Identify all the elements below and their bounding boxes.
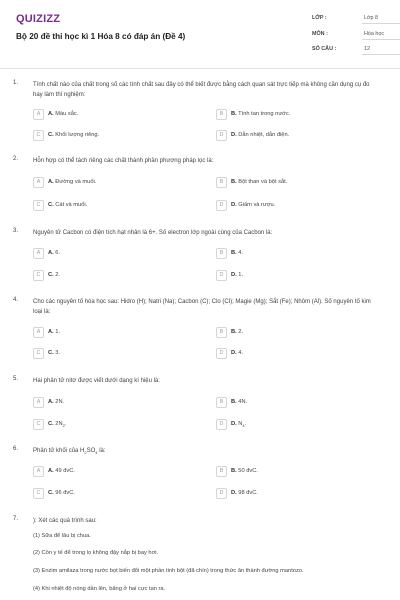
option-value: 2. [238,329,244,335]
option-prefix: B. [231,329,237,335]
question-text: Hai phân tử nitơ được viết dưới dạng kí hiệu là: [33,378,160,384]
question-number: 7. [13,516,19,522]
question-text [33,446,373,458]
option-text [231,490,258,496]
option-text [48,421,66,428]
option-letter-box: A [33,327,44,338]
option-letter-box: D [216,488,227,499]
option-prefix: C. [48,350,54,356]
option-letter-box: A [33,177,44,188]
option-letter-box: A [33,466,44,477]
question-text: Nguyên tử Cacbon có điện tích hạt nhân là 6+. Số electron lớp ngoài cùng của Cacbon là: [33,230,273,236]
option-prefix: C. [48,490,54,496]
option-value: 3. [55,350,61,356]
meta-underline [362,39,400,40]
header-divider [0,68,400,69]
option-prefix: C. [48,421,54,427]
option-value: 1. [238,272,244,278]
option-prefix: C. [48,202,54,208]
question-number: 5. [13,376,19,382]
subscript: 2 [84,450,87,456]
option-prefix: B. [231,179,237,185]
meta-value: Lớp 8 [364,15,379,21]
option-letter-box: B [216,397,227,408]
option-prefix: A. [48,468,54,474]
option-letter-box: A [33,109,44,120]
question-number: 6. [13,446,19,452]
question-text: Hỗn hợp có thể tách riêng các chất thành phần phương pháp lọc là: [33,158,214,164]
question-number: 1. [13,80,19,86]
option-letter-box: B [216,177,227,188]
option-value: Khối lượng riêng. [55,132,100,138]
meta-underline [362,54,400,55]
option-value: Dẫn nhiệt, dẫn điện. [238,132,290,138]
option-prefix: A. [48,111,54,117]
option-text [48,490,75,496]
option-text [231,329,243,335]
option-prefix: B. [231,468,237,474]
option-value: Tính tan trong nước. [238,111,291,117]
option-letter-box: C [33,488,44,499]
option-value: 98 đvC. [238,490,258,496]
option-value: Bột than và bột sắt. [238,179,288,185]
option-value: 1. [55,329,61,335]
option-prefix: B. [231,111,237,117]
option-letter-box: D [216,419,227,430]
process-item: (4) Khi nhiệt độ nóng dần lên, băng ở hai cực tan ra. [33,586,166,592]
option-prefix: A. [48,329,54,335]
worksheet-header [0,0,400,64]
option-letter-box: C [33,348,44,359]
option-text [48,350,60,356]
option-text [231,132,289,138]
subscript: 2 [62,423,65,429]
option-letter-box: C [33,270,44,281]
option-letter-box: D [216,270,227,281]
option-text [48,250,60,256]
option-suffix: . [244,421,247,427]
quizizz-logo[interactable]: QUIZIZZ [16,13,61,25]
option-letter-box: C [33,130,44,141]
meta-underline [362,23,400,24]
option-suffix: . [64,421,67,427]
option-prefix: B. [231,250,237,256]
option-text [48,329,60,335]
option-prefix: A. [48,179,54,185]
text-part: Phân tử khối của H [33,448,85,454]
meta-value: Hóa học [364,31,385,37]
option-letter-box: A [33,397,44,408]
subscript: 4 [242,423,245,429]
option-prefix: D. [231,202,237,208]
option-value: 2. [55,272,61,278]
option-letter-box: C [33,200,44,211]
option-text [231,202,275,208]
option-value: 4. [238,350,244,356]
page-title: Bộ 20 đề thi học kì 1 Hóa 8 có đáp án (Đề 4) [16,32,186,41]
question-number: 3. [13,228,19,234]
option-text [231,111,290,117]
option-prefix: A. [48,399,54,405]
option-letter-box: D [216,200,227,211]
option-prefix: A. [48,250,54,256]
question-number: 4. [13,297,19,303]
option-text [231,179,287,185]
option-prefix: D. [231,350,237,356]
option-text [48,179,96,185]
option-prefix: B. [231,399,237,405]
option-text [48,468,75,474]
process-item: (1) Sữa để lâu bị chua. [33,533,91,539]
question-text: ): Xét các quá trình sau: [33,518,97,524]
option-value: N [238,421,243,427]
option-text [231,421,246,428]
option-text [231,468,258,474]
meta-label: SỐ CÂU : [312,46,337,52]
option-letter-box: A [33,248,44,259]
meta-value: 12 [364,46,370,52]
meta-label: MÔN : [312,31,328,37]
text-part: SO [86,448,96,454]
option-letter-box: B [216,327,227,338]
option-value: 2N. [55,399,65,405]
option-text [231,272,243,278]
option-value: 96 đvC. [55,490,75,496]
option-letter-box: B [216,248,227,259]
option-value: Cát và muối. [55,202,88,208]
meta-label: LỚP : [312,15,327,21]
option-text [48,399,64,405]
option-prefix: C. [48,272,54,278]
question-number: 2. [13,156,19,162]
option-value: 49 đvC. [55,468,75,474]
option-text [231,350,243,356]
option-letter-box: D [216,348,227,359]
question-text: Cho các nguyên tố hóa học sau: Hidro (H); Natri (Na); Cacbon (C); Clo (Cl); Magie (Mg); Sắt (Fe); Nhôm (Al). Số nguyên tố kim loại là: [33,299,371,315]
option-value: 4. [238,250,244,256]
option-prefix: D. [231,132,237,138]
option-text [231,399,247,405]
option-text [48,111,78,117]
option-letter-box: B [216,466,227,477]
question-text: Tính chất nào của chất trong số các tính chất sau đây có thể biết được bằng cách quan sát trực tiếp mà không cần dụng cụ đo hay làm thí nghiệm: [33,82,370,98]
option-value: Màu sắc. [55,111,79,117]
option-letter-box: B [216,109,227,120]
process-item: (3) Enzim amilaza trong nước bọt biến đổi một phần tinh bột (đã chín) trong thức ăn thành đường mantozo. [33,568,304,574]
option-value: 4N. [238,399,248,405]
process-item: (2) Cồn y tế để trong lọ không đậy nắp bị bay hơi. [33,550,159,556]
option-value: 50 đvC. [238,468,258,474]
option-letter-box: D [216,130,227,141]
option-value: Đường và muối. [55,179,97,185]
option-value: 6. [55,250,61,256]
option-text [48,132,99,138]
subscript: 4 [95,450,98,456]
option-prefix: C. [48,132,54,138]
option-prefix: D. [231,272,237,278]
option-prefix: D. [231,421,237,427]
text-part: là: [97,448,106,454]
option-text [48,202,87,208]
option-letter-box: C [33,419,44,430]
option-value: 2N [55,421,63,427]
option-prefix: D. [231,490,237,496]
option-value: Giấm và rượu. [238,202,276,208]
option-text [48,272,60,278]
option-text [231,250,243,256]
